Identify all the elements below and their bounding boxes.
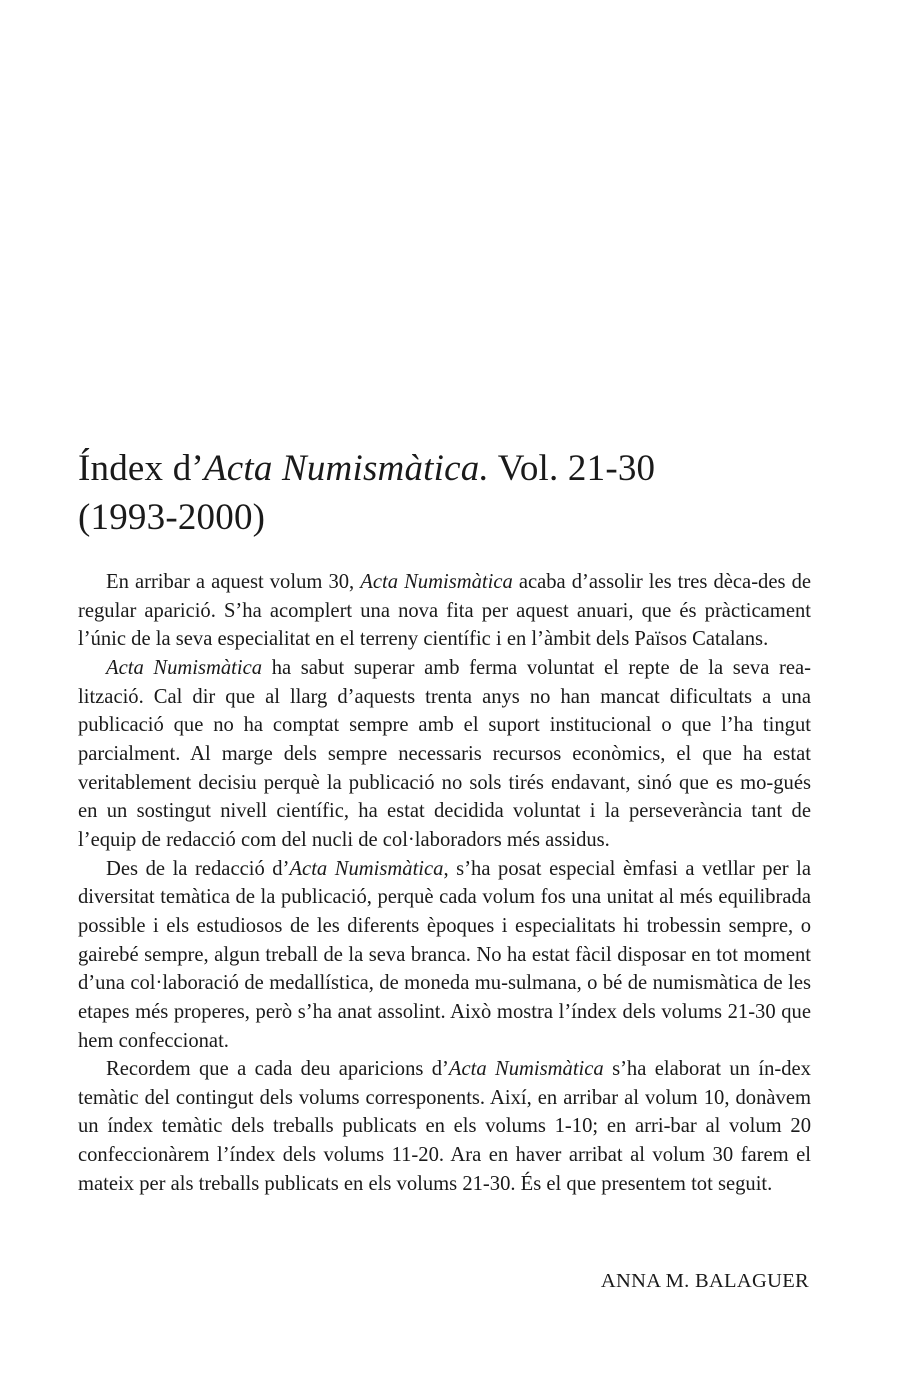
p4-seg-2: s’ha elaborat un ín-dex temàtic del contingut dels volums corresponents. Així, en arribar al volum 10, donàvem un índex temàtic dels treballs publicats en els volums 1-10; en arri-bar al volum 20 confeccionàrem l’índex dels volums 11-20. Ara en haver arribat al volum 30 farem el mateix per als treballs publicats en els volums 21-30. És el que presentem tot seguit. bbox=[78, 1058, 811, 1195]
title-line-2: (1993-2000) bbox=[78, 497, 266, 538]
title-line-1 bbox=[78, 444, 818, 493]
paragraph-1 bbox=[78, 568, 811, 654]
p1-seg-1: Acta Numismàtica bbox=[360, 571, 513, 593]
paragraph-3 bbox=[78, 855, 811, 1056]
p3-seg-1: Acta Numismàtica bbox=[289, 857, 444, 880]
p4-seg-0: Recordem que a cada deu aparicions d’ bbox=[106, 1058, 449, 1081]
paragraph-2 bbox=[78, 654, 811, 855]
p2-seg-0: Acta Numismàtica bbox=[106, 656, 263, 679]
author-signature: ANNA M. BALAGUER bbox=[600, 1270, 809, 1292]
paragraph-4 bbox=[78, 1055, 811, 1198]
p1-seg-2: acaba d’assolir les tres dèca-des de regular aparició. S’ha acomplert una nova fita per aquest anuari, que és pràcticament l’únic de la seva especialitat en el terreny científic i en l’àmbit dels Països Catalans. bbox=[78, 571, 812, 651]
title-journal-name: Acta Numismàtica. bbox=[203, 448, 489, 489]
title-volume: Vol. 21-30 bbox=[488, 448, 656, 489]
title-prefix: Índex d’ bbox=[78, 448, 204, 489]
p3-seg-2: , s’ha posat especial èmfasi a vetllar per la diversitat temàtica de la publicació, perquè cada volum fos una unitat al més equilibrada possible i els estudiosos de les diferents èpoques i especialitats hi trobessin sempre, o gairebé sempre, algun treball de la seva branca. No ha estat fàcil disposar en tot moment d’una col·laboració de medallística, de moneda mu-sulmana, o bé de numismàtica de les etapes més properes, però s’ha anat assolint. Això mostra l’índex dels volums 21-30 que hem confeccionat. bbox=[78, 857, 811, 1052]
p2-seg-1: ha sabut superar amb ferma voluntat el repte de la seva rea-lització. Cal dir que al llarg d’aquests trenta anys no han mancat dificultats a una publicació que no ha comptat sempre amb el suport institucional o que l’ha tingut parcialment. Al marge dels sempre necessaris recursos econòmics, el que ha estat veritablement decisiu perquè la publicació no sols tirés endavant, sinó que es mo-gués en un sostingut nivell científic, ha estat decidida voluntat i la perseverància tant de l’equip de redacció com del nucli de col·laboradors més assidus. bbox=[78, 656, 811, 851]
p3-seg-0: Des de la redacció d’ bbox=[106, 857, 290, 880]
p1-seg-0: En arribar a aquest volum 30, bbox=[106, 571, 361, 593]
page-title bbox=[78, 444, 818, 542]
p4-seg-1: Acta Numismàtica bbox=[448, 1058, 604, 1081]
body-text bbox=[78, 568, 811, 1198]
